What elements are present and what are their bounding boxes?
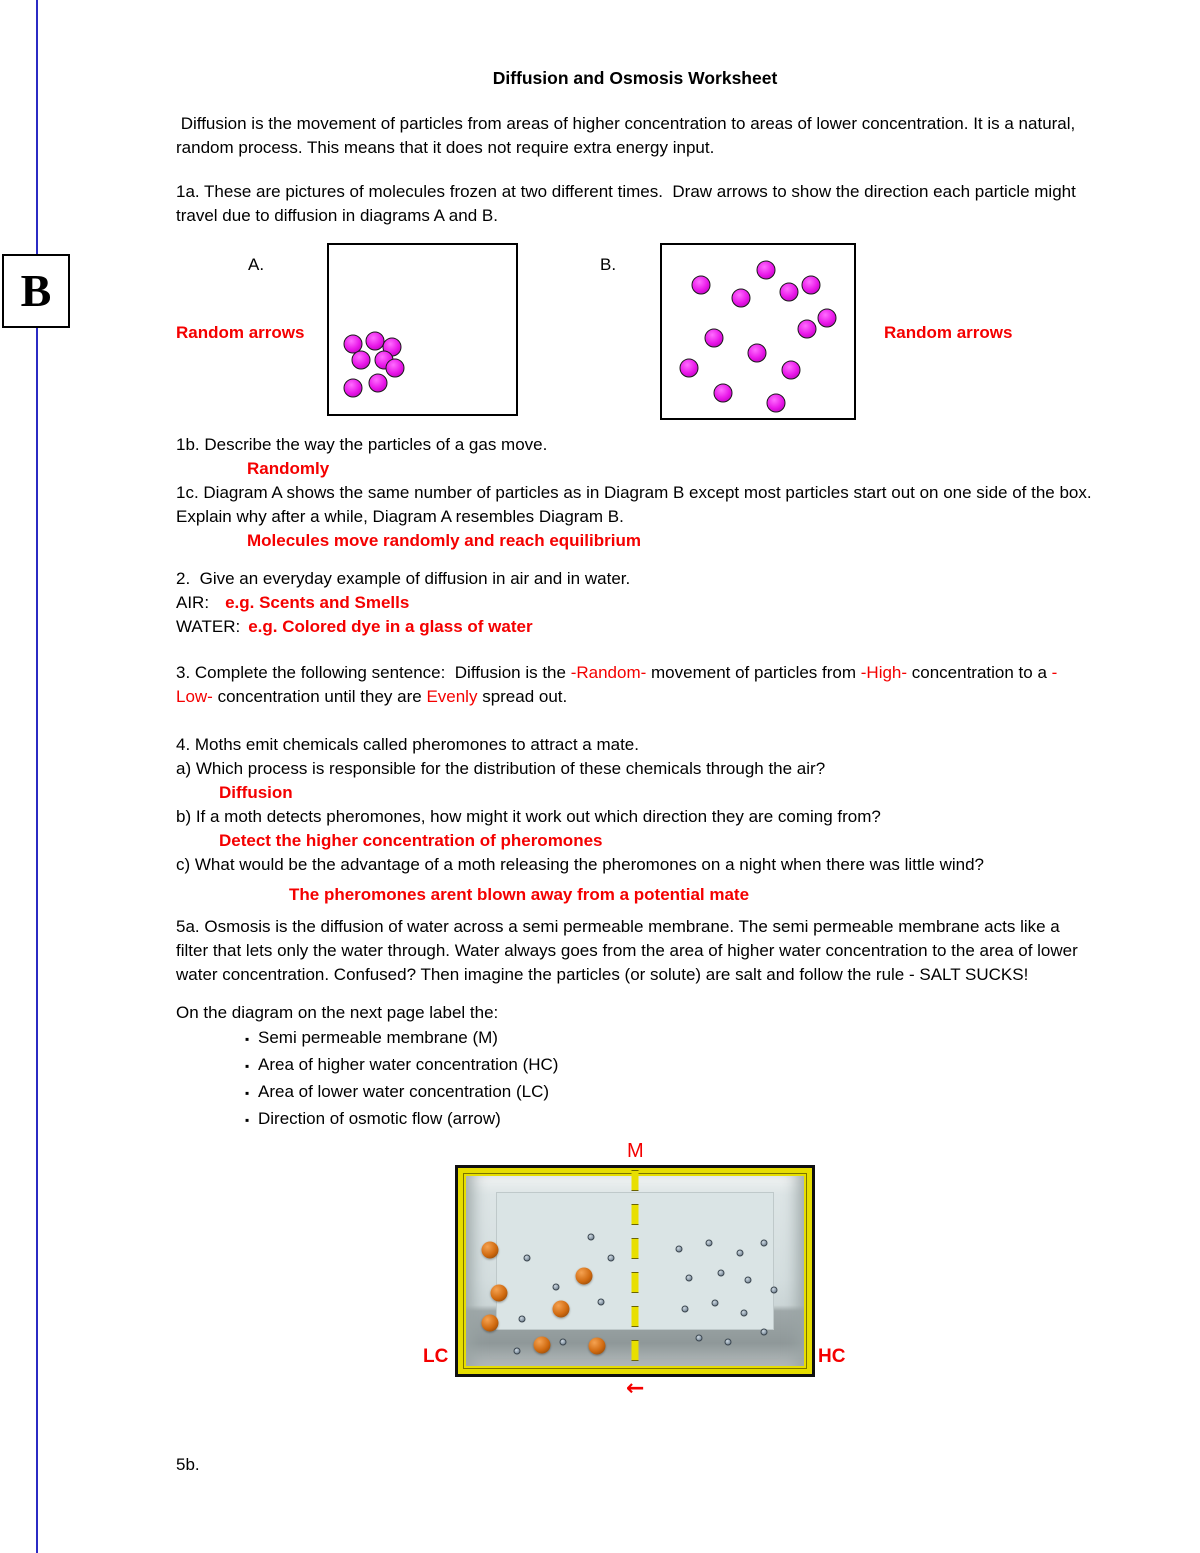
water-molecule — [553, 1284, 560, 1291]
question-1b: 1b. Describe the way the particles of a gas move. — [176, 435, 548, 454]
water-molecule — [607, 1255, 614, 1262]
water-molecule — [737, 1250, 744, 1257]
air-answer: e.g. Scents and Smells — [225, 593, 410, 612]
gas-molecule — [797, 320, 816, 339]
solute-particle — [481, 1314, 498, 1331]
bullet-text: Semi permeable membrane (M) — [258, 1028, 498, 1047]
water-molecule — [770, 1286, 777, 1293]
water-molecule — [519, 1315, 526, 1322]
water-molecule — [560, 1338, 567, 1345]
water-answer: e.g. Colored dye in a glass of water — [248, 617, 533, 636]
water-molecule — [711, 1300, 718, 1307]
water-molecule — [686, 1274, 693, 1281]
gas-molecule — [817, 309, 836, 328]
gas-molecule — [368, 373, 387, 392]
grade-letter-box — [2, 254, 70, 328]
bullet-text: Area of higher water concentration (HC) — [258, 1055, 559, 1074]
random-arrows-annotation-right: Random arrows — [884, 323, 1013, 342]
solute-particle — [589, 1337, 606, 1354]
page-title: Diffusion and Osmosis Worksheet — [492, 68, 778, 88]
answer-1b: Randomly — [247, 459, 330, 478]
water-molecule — [705, 1239, 712, 1246]
worksheet-content — [176, 66, 1097, 1477]
water-molecule — [696, 1334, 703, 1341]
bullet-icon: ▪ — [245, 1113, 250, 1127]
q3-blank-evenly: Evenly — [426, 687, 478, 706]
random-arrows-annotation-left: Random arrows — [176, 323, 305, 342]
water-molecule — [676, 1245, 683, 1252]
gas-molecule — [704, 328, 723, 347]
question-4a: a) Which process is responsible for the distribution of these chemicals through the air? — [176, 759, 826, 778]
question-5b-label: 5b. — [176, 1455, 200, 1474]
question-1c: 1c. Diagram A shows the same number of particles as in Diagram B except most particles start out on one side of the box. Explain why after a while, Diagram A resembles Diagram B. — [176, 483, 1097, 526]
solute-particle — [533, 1336, 550, 1353]
water-molecule — [682, 1305, 689, 1312]
grade-letter: B — [20, 265, 52, 316]
solute-particle — [553, 1300, 570, 1317]
water-molecule — [597, 1299, 604, 1306]
diagram-b-label: B. — [600, 255, 617, 274]
solute-particle — [481, 1241, 498, 1258]
q3-text-4: concentration until they are — [212, 687, 427, 706]
bullet-item-arrow — [176, 1106, 1094, 1133]
membrane-label: M — [627, 1140, 644, 1162]
osmosis-tank — [455, 1165, 815, 1377]
question-4c: c) What would be the advantage of a moth releasing the pheromones on a night when there was little wind? — [176, 855, 984, 874]
semi-permeable-membrane — [632, 1170, 639, 1372]
q3-blank-low: -Low- — [176, 663, 1058, 706]
answer-4b: Detect the higher concentration of pheromones — [219, 831, 603, 850]
solute-particle — [576, 1267, 593, 1284]
answer-1c: Molecules move randomly and reach equilibrium — [247, 531, 641, 550]
diagram-a-box — [327, 243, 518, 416]
question-2: 2. Give an everyday example of diffusion in air and in water. — [176, 569, 631, 588]
bullet-text: Direction of osmotic flow (arrow) — [258, 1109, 501, 1128]
gas-molecule — [782, 361, 801, 380]
water-molecule — [760, 1239, 767, 1246]
bullet-icon: ▪ — [245, 1086, 250, 1100]
bullet-item-membrane — [176, 1025, 1094, 1052]
air-label: AIR: — [176, 593, 210, 612]
question-4: 4. Moths emit chemicals called pheromones to attract a mate. — [176, 735, 639, 754]
diagram-a-label: A. — [248, 255, 265, 274]
q3-text-3: concentration to a — [907, 663, 1052, 682]
answer-4a: Diffusion — [219, 783, 293, 802]
q3-text-2: movement of particles from — [646, 663, 861, 682]
answer-2-air — [176, 591, 1094, 615]
gas-molecule — [713, 383, 732, 402]
question-4b: b) If a moth detects pheromones, how might it work out which direction they are coming from? — [176, 807, 881, 826]
gas-molecule — [756, 261, 775, 280]
gas-molecule — [801, 276, 820, 295]
diagram-b-box — [660, 243, 856, 420]
gas-molecule — [766, 394, 785, 413]
water-molecule — [587, 1234, 594, 1241]
gas-molecule — [343, 378, 362, 397]
q3-text-5: spread out. — [477, 687, 568, 706]
gas-molecule — [748, 344, 767, 363]
water-molecule — [760, 1329, 767, 1336]
diffusion-diagrams — [176, 243, 1094, 433]
water-molecule — [523, 1255, 530, 1262]
q3-blank-high: -High- — [860, 663, 908, 682]
gas-molecule — [780, 282, 799, 301]
answer-4c: The pheromones arent blown away from a potential mate — [289, 885, 750, 904]
gas-molecule — [385, 359, 404, 378]
water-molecule — [725, 1338, 732, 1345]
water-molecule — [741, 1309, 748, 1316]
q3-blank-random: -Random- — [570, 663, 647, 682]
gas-molecule — [680, 359, 699, 378]
osmosis-diagram — [176, 1139, 1094, 1409]
water-molecule — [717, 1269, 724, 1276]
gas-molecule — [692, 276, 711, 295]
gas-molecule — [352, 351, 371, 370]
water-label: WATER: — [176, 617, 241, 636]
water-molecule — [744, 1276, 751, 1283]
hc-label: HC — [818, 1346, 846, 1367]
bullet-icon: ▪ — [245, 1059, 250, 1073]
label-instruction: On the diagram on the next page label the: — [176, 1003, 499, 1022]
notebook-margin-line — [36, 0, 38, 1553]
question-3 — [176, 661, 1094, 709]
bullet-icon: ▪ — [245, 1032, 250, 1046]
answer-2-water — [176, 615, 1094, 639]
intro-paragraph: Diffusion is the movement of particles from areas of higher concentration to areas of lower concentration. It is a natural, random process. This means that it does not require extra energy input. — [176, 114, 1080, 157]
bullet-item-hc — [176, 1052, 1094, 1079]
q3-text-1: 3. Complete the following sentence: Diffusion is the — [176, 663, 571, 682]
question-1a: 1a. These are pictures of molecules frozen at two different times. Draw arrows to show the direction each particle might travel due to diffusion in diagrams A and B. — [176, 182, 1081, 225]
bullet-item-lc — [176, 1079, 1094, 1106]
bullet-text: Area of lower water concentration (LC) — [258, 1082, 550, 1101]
lc-label: LC — [423, 1346, 449, 1367]
water-molecule — [514, 1347, 521, 1354]
osmotic-flow-arrow: ← — [626, 1376, 645, 1401]
gas-molecule — [732, 288, 751, 307]
question-5a: 5a. Osmosis is the diffusion of water across a semi permeable membrane. The semi permeable membrane acts like a filter that lets only the water through. Water always goes from the area of higher water concentration to the area of lower water concentration. Confused? Then imagine the particles (or solute) are salt and follow the rule - SALT SUCKS! — [176, 917, 1083, 984]
solute-particle — [491, 1285, 508, 1302]
